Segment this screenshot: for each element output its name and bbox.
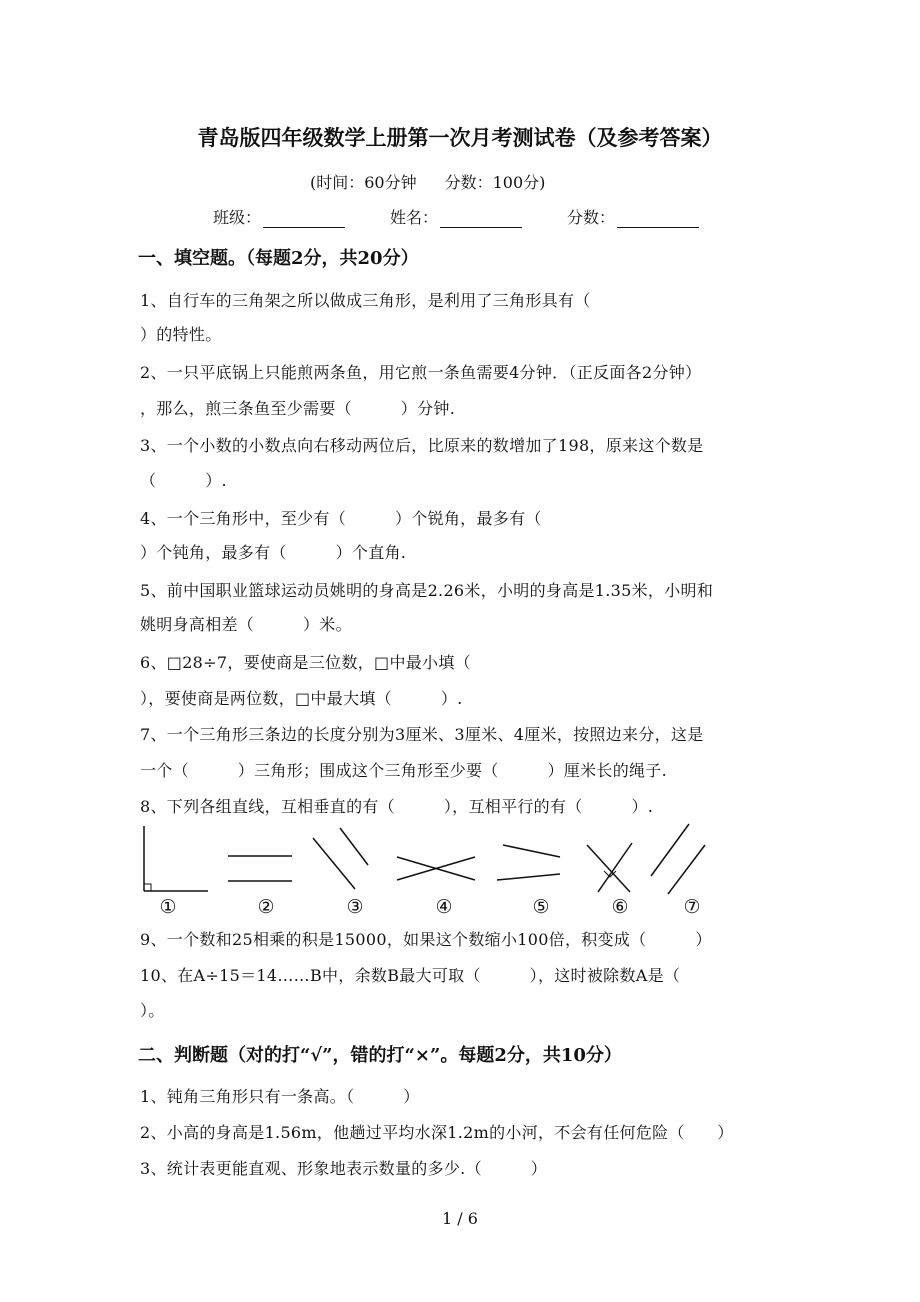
figure-label-5: ⑤: [532, 896, 550, 918]
figure7-line-b: [668, 845, 705, 894]
figure7-line-a: [651, 824, 689, 876]
figure6-line-a: [587, 845, 630, 892]
score-label: 分数：: [567, 208, 616, 227]
question-line: 10、在A÷15＝14……B中，余数B最大可取（ ），这时被除数A是（: [140, 966, 681, 985]
question-line: 姚明身高相差（ ）米。: [140, 615, 352, 634]
figure-label-7: ⑦: [683, 896, 701, 918]
name-label: 姓名：: [390, 208, 439, 227]
time-limit: (时间：60分钟: [310, 173, 417, 192]
question-line: 6、□28÷7，要使商是三位数，□中最小填（: [140, 653, 471, 672]
question-line: 3、一个小数的小数点向右移动两位后，比原来的数增加了198，原来这个数是: [140, 436, 704, 455]
question-line: 3、统计表更能直观、形象地表示数量的多少.（ ）: [140, 1159, 548, 1178]
question-line: 2、一只平底锅上只能煎两条鱼，用它煎一条鱼需要4分钟．（正反面各2分钟）: [140, 363, 702, 382]
figure3-line-a: [313, 838, 355, 889]
question-line: ）。: [140, 1001, 165, 1020]
page-title: 青岛版四年级数学上册第一次月考测试卷（及参考答案）: [197, 125, 723, 150]
figure6-line-b: [598, 843, 632, 892]
question-line: 7、一个三角形三条边的长度分别为3厘米、3厘米、4厘米，按照边来分，这是: [140, 725, 704, 744]
figure-label-6: ⑥: [611, 896, 629, 918]
figure-label-1: ①: [159, 896, 177, 918]
figure3-line-b: [340, 828, 368, 865]
question-line: ）的特性。: [140, 325, 222, 344]
question-line: ，那么，煎三条鱼至少需要（ ）分钟.: [140, 399, 456, 418]
figure-label-4: ④: [435, 896, 453, 918]
section1-heading: 一、填空题。（每题2分，共20分）: [138, 248, 419, 269]
question-line: 8、下列各组直线，互相垂直的有（ ），互相平行的有（ ）.: [140, 797, 654, 816]
figure-label-3: ③: [346, 896, 364, 918]
question-line: 一个（ ）三角形；围成这个三角形至少要（ ）厘米长的绳子.: [140, 761, 667, 780]
page-number: 1 / 6: [442, 1209, 478, 1228]
question-line: 1、钝角三角形只有一条高。（ ）: [140, 1087, 420, 1106]
figure-label-2: ②: [257, 896, 275, 918]
question-line: 1、自行车的三角架之所以做成三角形，是利用了三角形具有（: [140, 291, 591, 310]
total-score: 分数：100分): [444, 173, 546, 192]
section2-heading: 二、判断题（对的打“√”，错的打“×”。每题2分，共10分）: [138, 1045, 622, 1066]
class-label: 班级：: [213, 208, 262, 227]
question-line: 2、小高的身高是1.56m，他趟过平均水深1.2m的小河，不会有任何危险（ ）: [140, 1123, 734, 1142]
figure5-line-a: [503, 845, 560, 857]
question-line: （ ）.: [140, 471, 227, 490]
question-line: ），要使商是两位数，□中最大填（ ）.: [140, 689, 463, 708]
question-line: 4、一个三角形中，至少有（ ）个锐角，最多有（: [140, 509, 542, 528]
question-line: 5、前中国职业篮球运动员姚明的身高是2.26米，小明的身高是1.35米，小明和: [140, 581, 714, 600]
right-angle-mark: [144, 884, 151, 891]
figure5-line-b: [497, 874, 560, 880]
question-line: ）个钝角，最多有（ ）个直角.: [140, 543, 407, 562]
question-line: 9、一个数和25相乘的积是15000，如果这个数缩小100倍，积变成（ ）: [140, 930, 712, 949]
